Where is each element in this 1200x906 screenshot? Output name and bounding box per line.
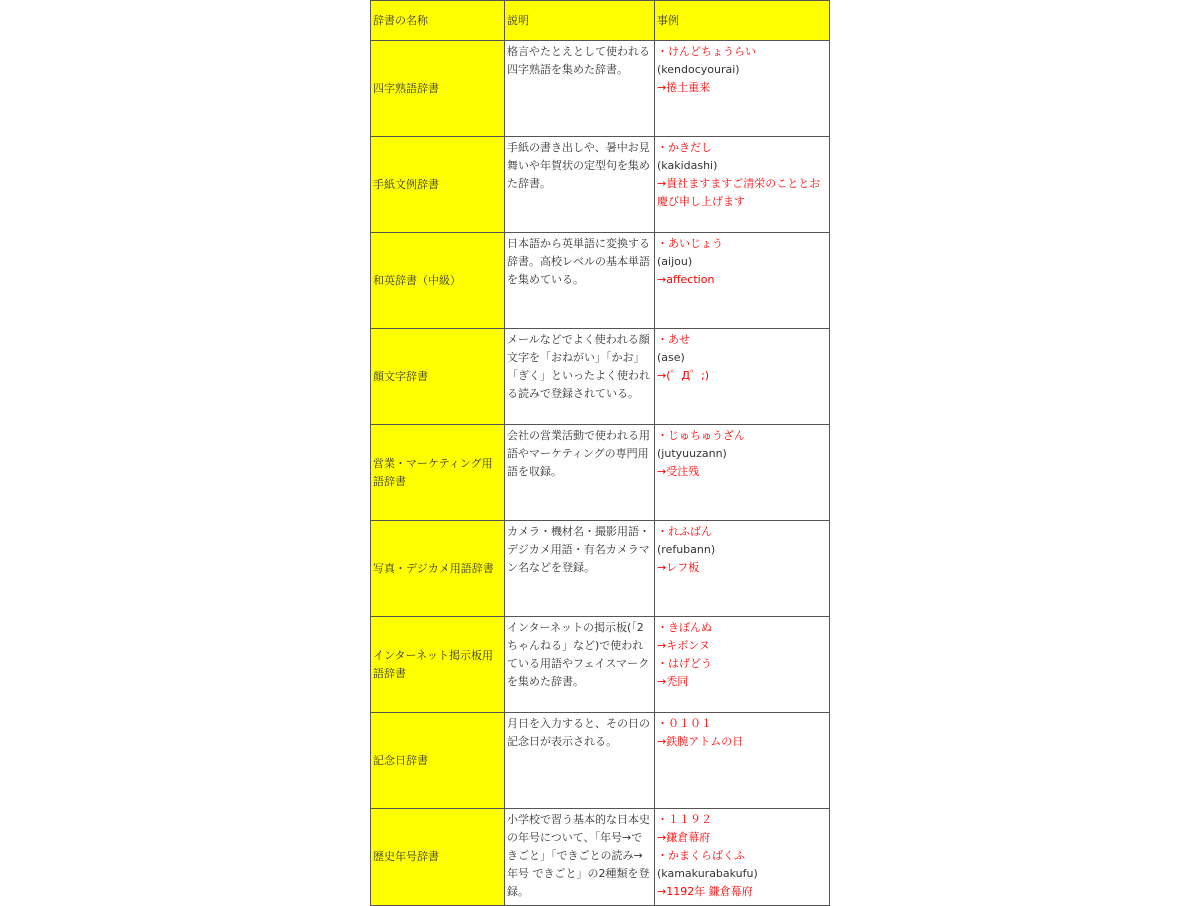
example-line: ・じゅちゅうざん (657, 429, 745, 442)
example-line: →affection (657, 273, 715, 286)
example-line: →捲土重来 (657, 81, 711, 94)
example-line: ・きぼんぬ (657, 621, 712, 634)
dictionary-name: 歴史年号辞書 (371, 809, 505, 906)
example-line: (jutyuuzann) (657, 447, 727, 460)
example-line: →鎌倉幕府 (657, 831, 711, 844)
dictionary-example (655, 617, 830, 713)
dictionary-description: カメラ・機材名・撮影用語・デジカメ用語・有名カメラマン名などを登録。 (505, 521, 655, 617)
example-line: ・かきだし (657, 141, 712, 154)
example-line: (kamakurabakufu) (657, 867, 758, 880)
dictionary-name: 四字熟語辞書 (371, 41, 505, 137)
header-name: 辞書の名称 (371, 1, 505, 41)
dictionary-example (655, 425, 830, 521)
dictionary-description: 格言やたとえとして使われる四字熟語を集めた辞書。 (505, 41, 655, 137)
example-line: ・れふばん (657, 525, 712, 538)
example-line: →(゜Д゜;) (657, 369, 710, 382)
table-row (371, 137, 830, 233)
header-example: 事例 (655, 1, 830, 41)
dictionary-description: 日本語から英単語に変換する辞書。高校レベルの基本単語を集めている。 (505, 233, 655, 329)
dictionary-name: 和英辞書（中級） (371, 233, 505, 329)
table-row (371, 233, 830, 329)
dictionary-example (655, 521, 830, 617)
dictionary-description: メールなどでよく使われる顔文字を「おねがい」「かお」「ぎく」といったよく使われる読みで登録されている。 (505, 329, 655, 425)
dictionary-example (655, 809, 830, 906)
header-description: 説明 (505, 1, 655, 41)
example-line: →1192年 鎌倉幕府 (657, 885, 753, 898)
table-header-row (371, 1, 830, 41)
table-row (371, 425, 830, 521)
example-line: →受注残 (657, 465, 700, 478)
example-line: →レフ板 (657, 561, 700, 574)
dictionary-example (655, 137, 830, 233)
table-row (371, 521, 830, 617)
example-line: ・けんどちょうらい (657, 45, 756, 58)
dictionary-name: 写真・デジカメ用語辞書 (371, 521, 505, 617)
example-line: ・かまくらばくふ (657, 849, 745, 862)
dictionary-example (655, 713, 830, 809)
dictionary-name: 営業・マーケティング用語辞書 (371, 425, 505, 521)
example-line: ・あいじょう (657, 237, 723, 250)
dictionary-description: 月日を入力すると、その日の記念日が表示される。 (505, 713, 655, 809)
example-line: →鉄腕アトムの日 (657, 735, 744, 748)
dictionary-description: 手紙の書き出しや、暑中お見舞いや年賀状の定型句を集めた辞書。 (505, 137, 655, 233)
example-line: →キボンヌ (657, 639, 710, 652)
example-line: (ase) (657, 351, 685, 364)
dictionary-example (655, 233, 830, 329)
example-line: (refubann) (657, 543, 716, 556)
example-line: (kakidashi) (657, 159, 718, 172)
table-row (371, 329, 830, 425)
dictionary-name: 顔文字辞書 (371, 329, 505, 425)
dictionary-name: インターネット掲示板用語辞書 (371, 617, 505, 713)
dictionary-description: 会社の営業活動で使われる用語やマーケティングの専門用語を収録。 (505, 425, 655, 521)
table-row (371, 809, 830, 906)
table-row (371, 41, 830, 137)
example-line: (aijou) (657, 255, 693, 268)
dictionary-table (370, 0, 830, 906)
example-line: ・はげどう (657, 657, 712, 670)
example-line: ・０１０１ (657, 717, 712, 730)
dictionary-example (655, 329, 830, 425)
dictionary-description: 小学校で習う基本的な日本史の年号について、「年号→できごと」「できごとの読み→年号 できごと」の2種類を登録。 (505, 809, 655, 906)
dictionary-name: 手紙文例辞書 (371, 137, 505, 233)
example-line: (kendocyourai) (657, 63, 740, 76)
dictionary-example (655, 41, 830, 137)
example-line: ・あせ (657, 333, 690, 346)
table-row (371, 617, 830, 713)
dictionary-name: 記念日辞書 (371, 713, 505, 809)
example-line: ・１１９２ (657, 813, 712, 826)
table-row (371, 713, 830, 809)
example-line: →貴社ますますご清栄のこととお慶び申し上げます (657, 177, 821, 208)
example-line: →禿同 (657, 675, 689, 688)
dictionary-description: インターネットの掲示板(「2ちゃんねる」など)で使われている用語やフェイスマークを集めた辞書。 (505, 617, 655, 713)
